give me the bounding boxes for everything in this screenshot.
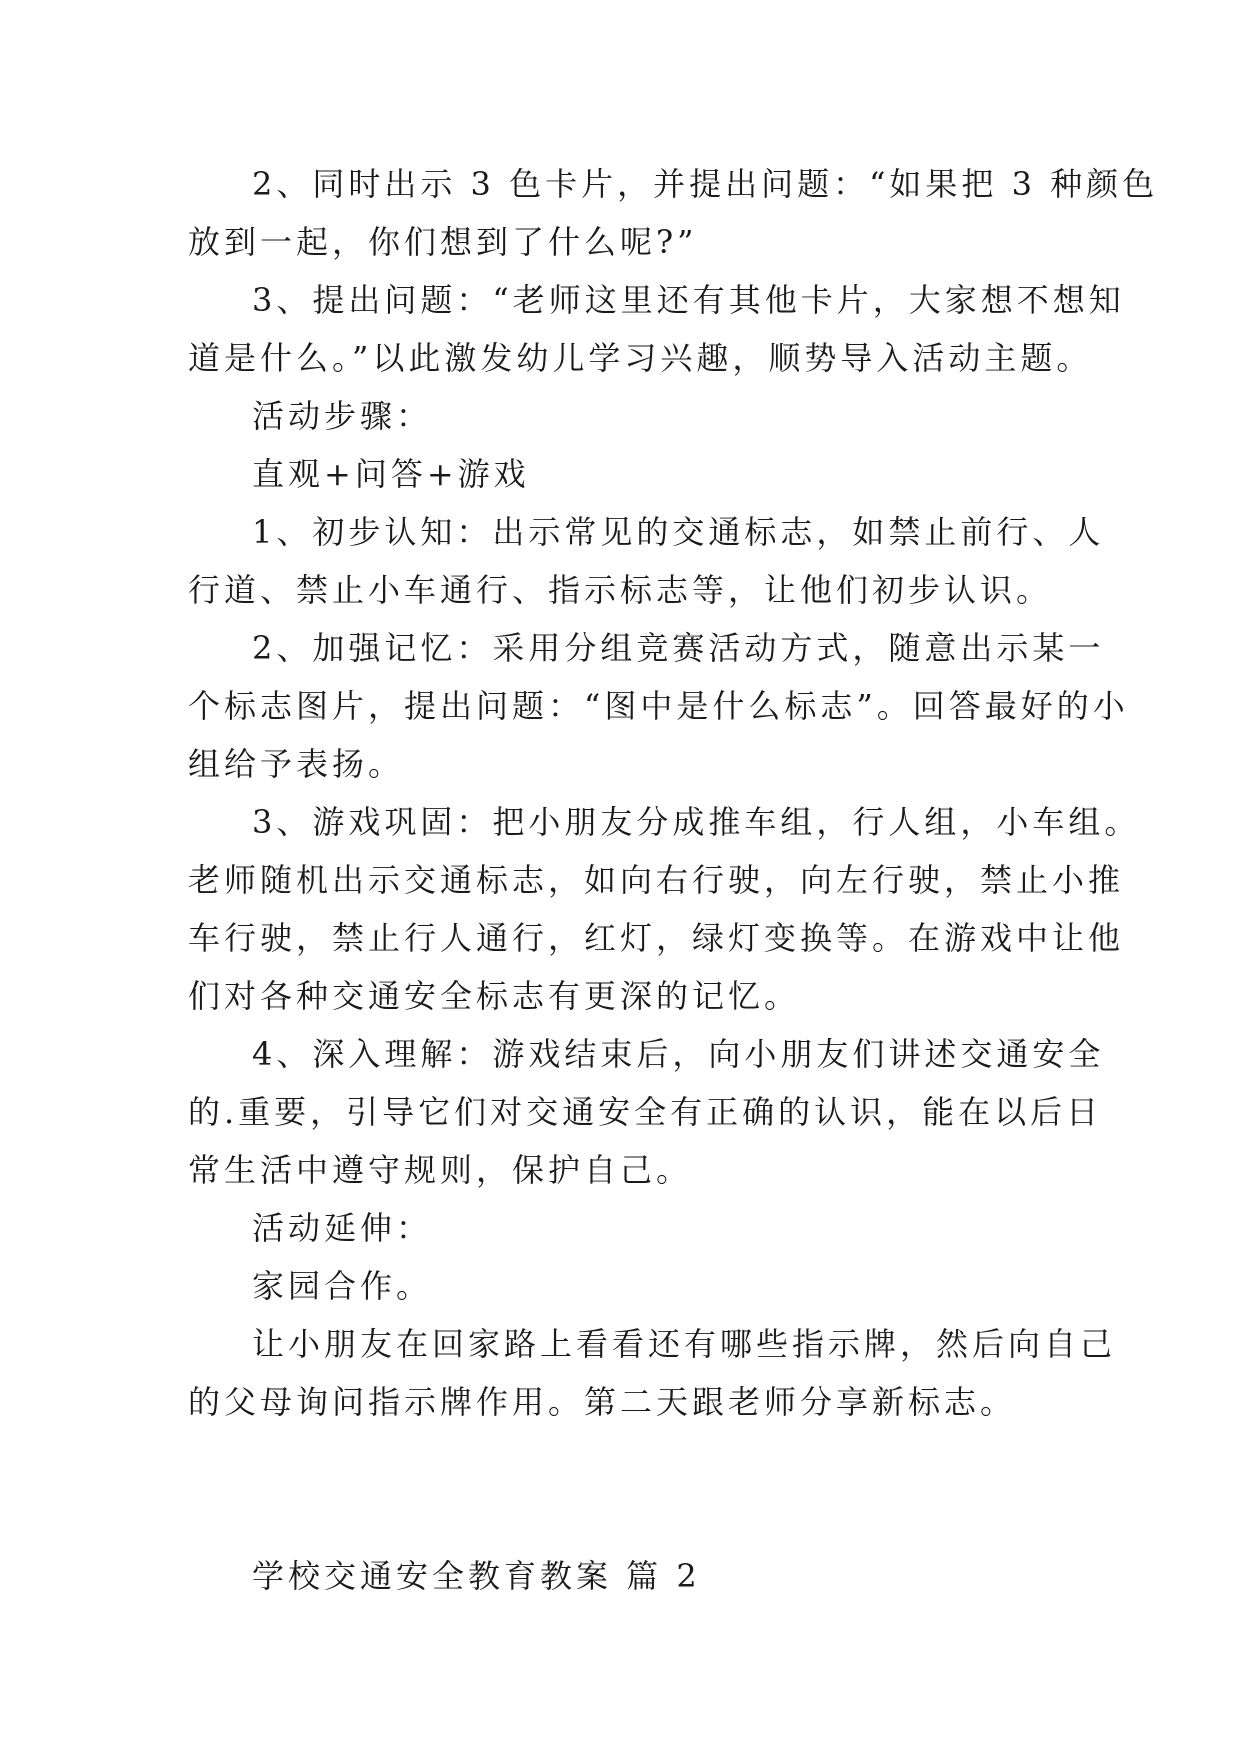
paragraph-line: 直观+问答+游戏	[252, 455, 530, 493]
paragraph-line: 个标志图片，提出问题：“图中是什么标志”。回答最好的小	[188, 687, 1129, 725]
paragraph-line: 2、同时出示 3 色卡片，并提出问题：“如果把 3 种颜色	[252, 165, 1159, 203]
paragraph-line: 让小朋友在回家路上看看还有哪些指示牌，然后向自己	[252, 1325, 1117, 1363]
paragraph-line: 2、加强记忆：采用分组竞赛活动方式，随意出示某一	[252, 629, 1105, 667]
paragraph-line: 放到一起，你们想到了什么呢?”	[188, 223, 698, 261]
paragraph-line: 的父母询问指示牌作用。第二天跟老师分享新标志。	[188, 1383, 1017, 1421]
paragraph-line: 的.重要，引导它们对交通安全有正确的认识，能在以后日	[188, 1093, 1103, 1131]
paragraph-line: 组给予表扬。	[188, 745, 405, 783]
blank-gap	[188, 1431, 1068, 1547]
paragraph-line: 行道、禁止小车通行、指示标志等，让他们初步认识。	[188, 571, 1053, 609]
paragraph-line: 道是什么。”以此激发幼儿学习兴趣，顺势导入活动主题。	[188, 339, 1093, 377]
paragraph-line: 老师随机出示交通标志，如向右行驶，向左行驶，禁止小推	[188, 861, 1125, 899]
paragraph-line: 3、游戏巩固：把小朋友分成推车组，行人组，小车组。	[252, 803, 1141, 841]
article-title: 学校交通安全教育教案 篇 2	[252, 1557, 701, 1595]
section-heading: 活动步骤：	[252, 397, 433, 435]
paragraph-line: 常生活中遵守规则，保护自己。	[188, 1151, 693, 1189]
paragraph-line: 家园合作。	[252, 1267, 433, 1305]
paragraph-line: 3、提出问题：“老师这里还有其他卡片，大家想不想知	[252, 281, 1125, 319]
paragraph-line: 车行驶，禁止行人通行，红灯，绿灯变换等。在游戏中让他	[188, 919, 1125, 957]
section-heading: 活动延伸：	[252, 1209, 433, 1247]
paragraph-line: 们对各种交通安全标志有更深的记忆。	[188, 977, 801, 1015]
paragraph-line: 4、深入理解：游戏结束后，向小朋友们讲述交通安全	[252, 1035, 1105, 1073]
document-page	[188, 155, 1159, 1605]
paragraph-line: 1、初步认知：出示常见的交通标志，如禁止前行、人	[252, 513, 1105, 551]
